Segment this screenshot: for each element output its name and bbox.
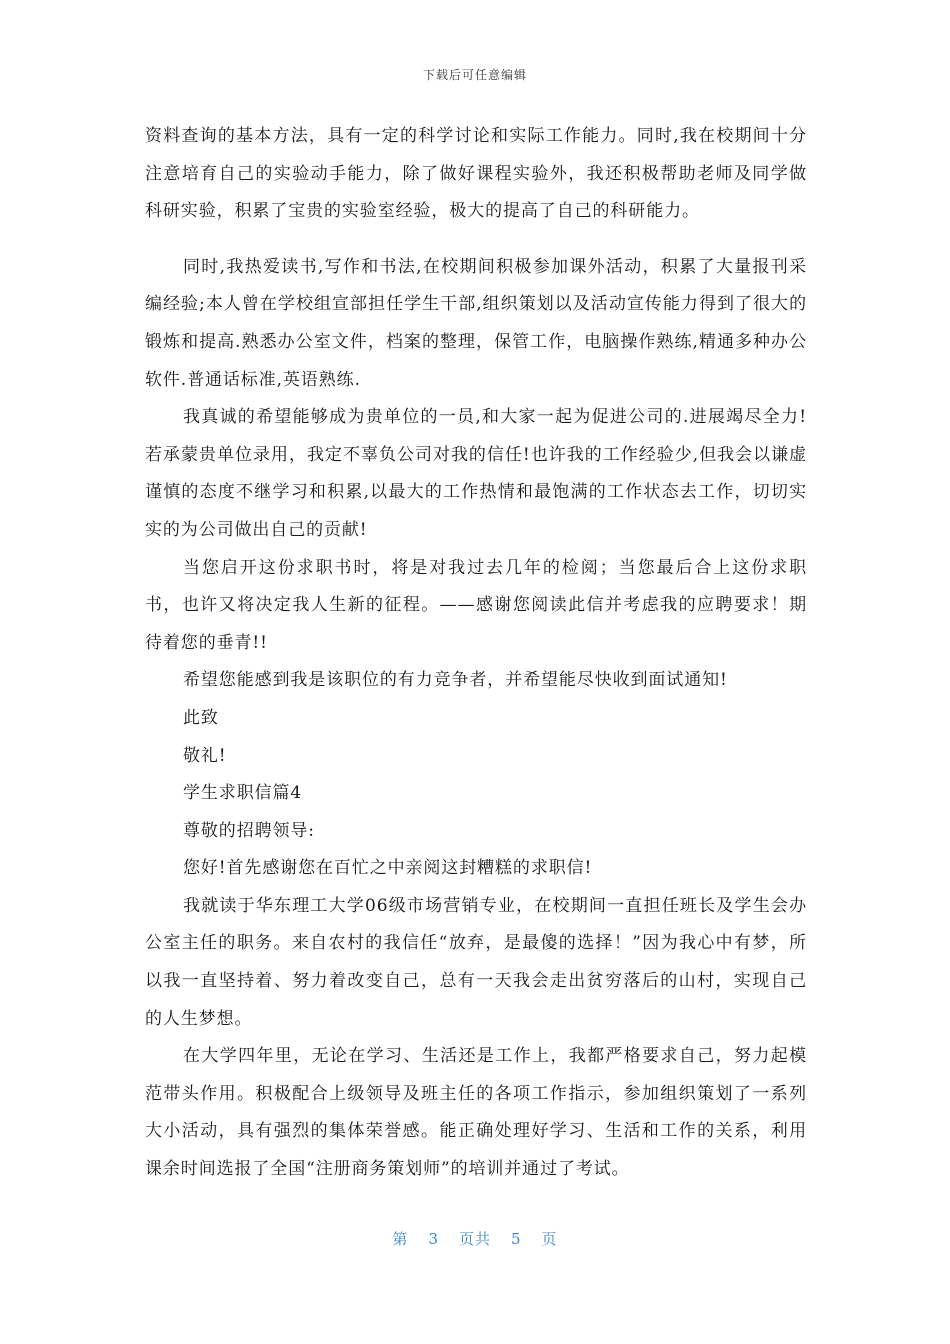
closing-regards: 敬礼! <box>183 745 227 766</box>
closing-salutation: 此致 <box>183 707 219 728</box>
footer-suffix: 页 <box>541 1230 558 1248</box>
page-footer <box>0 1228 950 1249</box>
total-pages-number: 5 <box>511 1230 522 1248</box>
paragraph-thanks: 当您启开这份求职书时，将是对我过去几年的检阅；当您最后合上这份求职书，也许又将决定我人生新的征程。——感谢您阅读此信并考虑我的应聘要求！期待着您的垂青!! <box>145 557 807 653</box>
current-page-number: 3 <box>428 1230 439 1248</box>
paragraph-hobbies: 同时,我热爱读书,写作和书法,在校期间积极参加课外活动，积累了大量报刊采编经验;本人曾在学校组宣部担任学生干部,组织策划以及活动宣传能力得到了很大的锻炼和提高.熟悉办公室文件，档案的整理，保管工作，电脑操作熟练,精通多种办公软件.普通话标准,英语熟练. <box>145 256 807 390</box>
paragraph-continuation: 资料查询的基本方法，具有一定的科学讨论和实际工作能力。同时,我在校期间十分注意培育自己的实验动手能力，除了做好课程实验外，我还积极帮助老师及同学做科研实验，积累了宝贵的实验室经验，极大的提高了自己的科研能力。 <box>145 126 807 222</box>
letter-opening: 您好!首先感谢您在百忙之中亲阅这封糟糕的求职信! <box>183 858 593 879</box>
paragraph-education: 我就读于华东理工大学06级市场营销专业，在校期间一直担任班长及学生会办公室主任的职务。来自农村的我信任“放弃，是最傻的选择！”因为我心中有梦，所以我一直坚持着、努力着改变自己，总有一天我会走出贫穷落后的山村，实现自己的人生梦想。 <box>145 895 807 1029</box>
page-header: 下载后可任意编辑 <box>422 68 527 82</box>
paragraph-hope: 我真诚的希望能够成为贵单位的一员,和大家一起为促进公司的.进展竭尽全力!若承蒙贵单位录用，我定不辜负公司对我的信任!也许我的工作经验少,但我会以谦虚谨慎的态度不继学习和积累,以最大的工作热情和最饱满的工作状态去工作，切切实实的为公司做出自己的贡献! <box>145 407 807 540</box>
footer-prefix: 第 <box>392 1230 409 1248</box>
letter-greeting: 尊敬的招聘领导: <box>183 820 315 841</box>
document-body <box>145 118 807 1189</box>
paragraph-university-life: 在大学四年里，无论在学习、生活还是工作上，我都严格要求自己，努力起模范带头作用。积极配合上级领导及班主任的各项工作指示，参加组织策划了一系列大小活动，具有强烈的集体荣誉感。能正确处理好学习、生活和工作的关系，利用课余时间选报了全国“注册商务策划师”的培训并通过了考试。 <box>145 1046 807 1180</box>
section-title: 学生求职信篇4 <box>183 783 303 804</box>
footer-middle: 页共 <box>458 1230 491 1248</box>
paragraph-interview: 希望您能感到我是该职位的有力竞争者，并希望能尽快收到面试通知! <box>183 670 728 691</box>
